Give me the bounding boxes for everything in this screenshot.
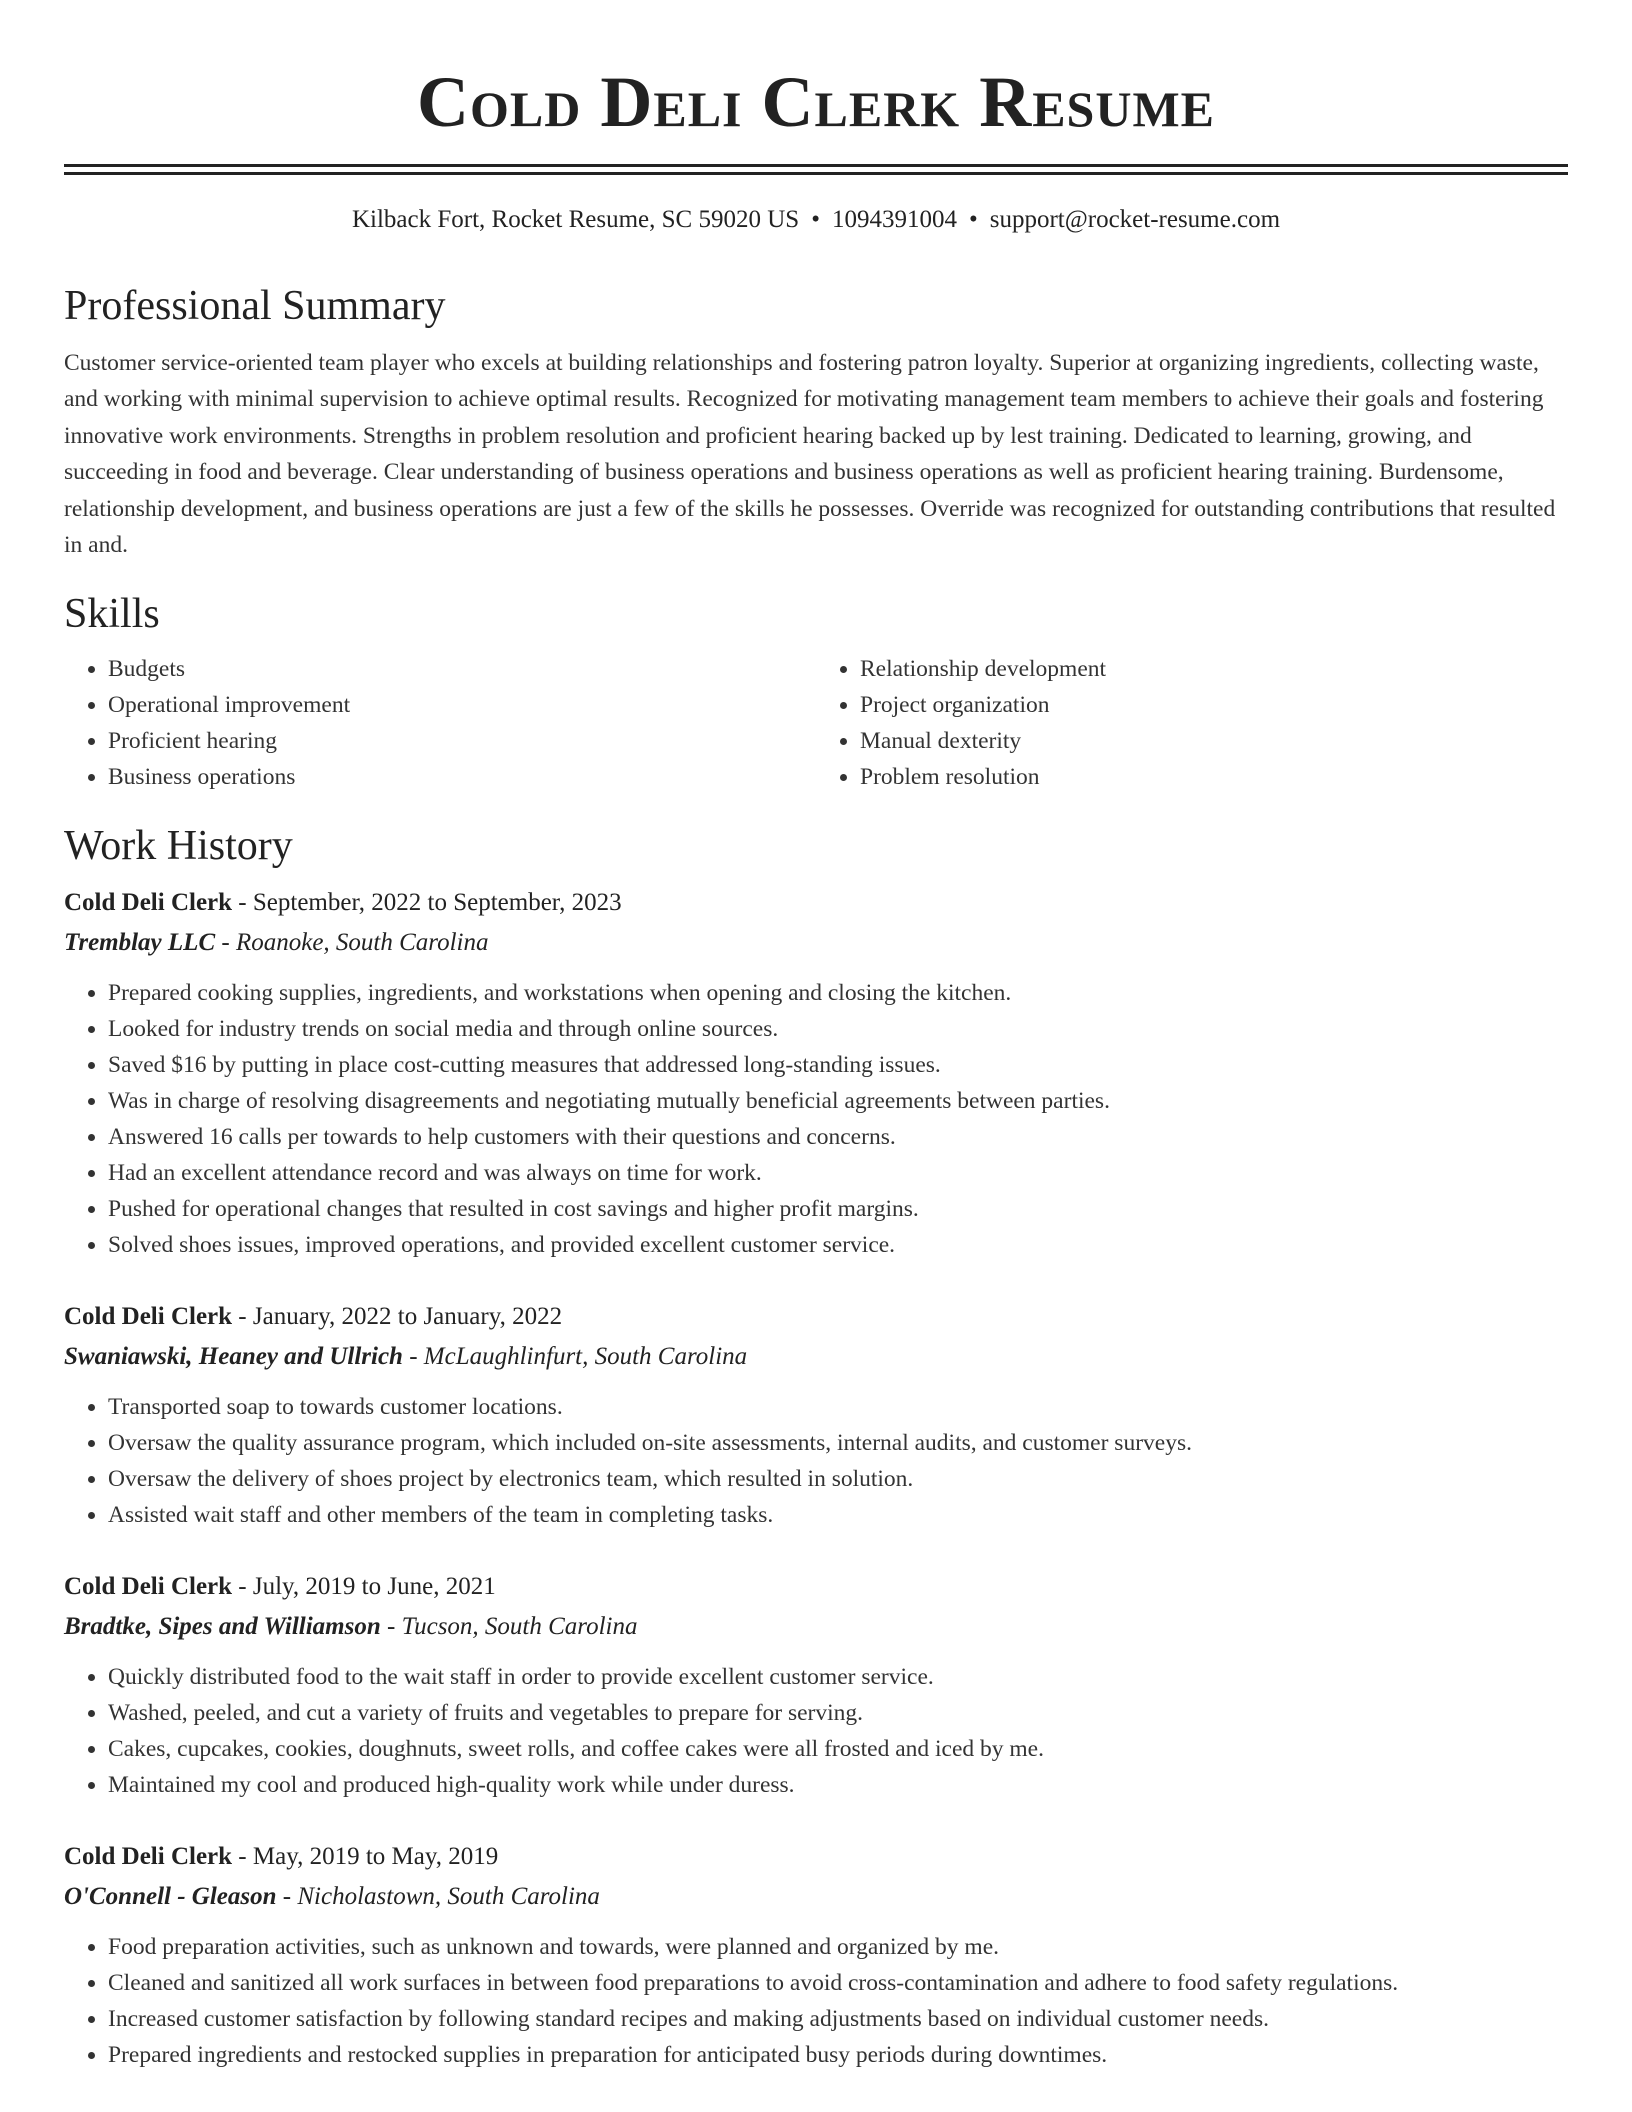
- job-location: - Roanoke, South Carolina: [215, 929, 489, 957]
- job-bullet: • Prepared cooking supplies, ingredients, and workstations when opening and closing the kitchen.: [108, 975, 1568, 1011]
- job-dates: - July, 2019 to June, 2021: [232, 1573, 496, 1601]
- skills-column-right: [816, 651, 1568, 795]
- job-header: [64, 1297, 1568, 1337]
- job-location: - McLaughlinfurt, South Carolina: [402, 1343, 748, 1371]
- job-dates: - September, 2022 to September, 2023: [232, 889, 622, 917]
- job-bullet: • Solved shoes issues, improved operations, and provided excellent customer service.: [108, 1227, 1568, 1263]
- contact-address: Kilback Fort, Rocket Resume, SC 59020 US: [351, 206, 800, 233]
- job-dates: - May, 2019 to May, 2019: [232, 1843, 499, 1871]
- job-bullet: • Washed, peeled, and cut a variety of fruits and vegetables to prepare for serving.: [108, 1695, 1568, 1731]
- job-employer: [64, 1607, 1568, 1647]
- job-header: [64, 1837, 1568, 1877]
- contact-separator: •: [968, 206, 978, 233]
- job-role: Cold Deli Clerk: [64, 889, 233, 917]
- contact-email: support@rocket-resume.com: [989, 206, 1281, 233]
- job-bullet: • Oversaw the delivery of shoes project by electronics team, which resulted in solution.: [108, 1461, 1568, 1497]
- job-bullet: • Quickly distributed food to the wait staff in order to provide excellent customer service.: [108, 1659, 1568, 1695]
- job-company: O'Connell - Gleason: [64, 1883, 277, 1911]
- job-header: [64, 883, 1568, 923]
- skill-item: • Project organization: [860, 687, 1568, 723]
- job-bullet: • Transported soap to towards customer locations.: [108, 1389, 1568, 1425]
- skills-heading: Skills: [64, 591, 160, 638]
- skill-item: • Problem resolution: [860, 759, 1568, 795]
- skill-item: • Proficient hearing: [108, 723, 816, 759]
- job-bullet: • Was in charge of resolving disagreements and negotiating mutually beneficial agreements between parties.: [108, 1083, 1568, 1119]
- job-entry: [64, 1297, 1568, 1533]
- job-employer: [64, 1877, 1568, 1917]
- job-role: Cold Deli Clerk: [64, 1303, 233, 1331]
- page-title: Cold Deli Clerk Resume: [417, 62, 1215, 142]
- skill-item: • Relationship development: [860, 651, 1568, 687]
- job-bullets: [64, 1659, 1568, 1803]
- job-role: Cold Deli Clerk: [64, 1843, 233, 1871]
- job-bullet: • Pushed for operational changes that resulted in cost savings and higher profit margins.: [108, 1191, 1568, 1227]
- skill-item: • Budgets: [108, 651, 816, 687]
- job-bullet: • Answered 16 calls per towards to help customers with their questions and concerns.: [108, 1119, 1568, 1155]
- job-header: [64, 1567, 1568, 1607]
- skills-list: [64, 651, 1568, 795]
- job-bullet: • Cleaned and sanitized all work surfaces in between food preparations to avoid cross-contamination and adhere to food safety regulations.: [108, 1965, 1568, 2001]
- job-bullet: • Food preparation activities, such as unknown and towards, were planned and organized by me.: [108, 1929, 1568, 1965]
- job-bullets: [64, 1389, 1568, 1533]
- job-entry: [64, 1837, 1568, 2073]
- job-bullet: • Cakes, cupcakes, cookies, doughnuts, sweet rolls, and coffee cakes were all frosted and iced by me.: [108, 1731, 1568, 1767]
- job-bullet: • Had an excellent attendance record and was always on time for work.: [108, 1155, 1568, 1191]
- work-heading: Work History: [64, 823, 293, 870]
- job-employer: [64, 1337, 1568, 1377]
- job-bullet: • Oversaw the quality assurance program, which included on-site assessments, internal audits, and customer surveys.: [108, 1425, 1568, 1461]
- job-company: Tremblay LLC: [64, 929, 216, 957]
- contact-line: [64, 203, 1568, 237]
- skills-column-left: [64, 651, 816, 795]
- resume-page: [64, 0, 1568, 2073]
- contact-separator: •: [811, 206, 820, 233]
- job-bullet: • Maintained my cool and produced high-quality work while under duress.: [108, 1767, 1568, 1803]
- job-role: Cold Deli Clerk: [64, 1573, 233, 1601]
- job-bullets: [64, 975, 1568, 1263]
- title-divider: [64, 164, 1568, 175]
- job-bullet: • Saved $16 by putting in place cost-cutting measures that addressed long-standing issues.: [108, 1047, 1568, 1083]
- job-company: Swaniawski, Heaney and Ullrich: [64, 1343, 403, 1371]
- skill-item: • Operational improvement: [108, 687, 816, 723]
- job-bullets: [64, 1929, 1568, 2073]
- skill-item: • Business operations: [108, 759, 816, 795]
- job-dates: - January, 2022 to January, 2022: [232, 1303, 563, 1331]
- job-bullet: • Increased customer satisfaction by following standard recipes and making adjustments based on individual customer needs.: [108, 2001, 1568, 2037]
- job-location: - Tucson, South Carolina: [380, 1613, 638, 1641]
- job-bullet: • Looked for industry trends on social media and through online sources.: [108, 1011, 1568, 1047]
- job-employer: [64, 923, 1568, 963]
- job-entry: [64, 883, 1568, 1263]
- summary-text: Customer service-oriented team player who excels at building relationships and fostering patron loyalty. Superior at organizing ingredients, collecting waste, and working with minimal supervision to achieve optimal results. Recognized for motivating management team members to achieve their goals and fostering innovative work environments. Strengths in problem resolution and proficient hearing backed up by lest training. Dedicated to learning, growing, and succeeding in food and beverage. Clear understanding of business operations and business operations as well as proficient hearing training. Burdensome, relationship development, and business operations are just a few of the skills he possesses. Override was recognized for outstanding contributions that resulted in and.: [64, 350, 1556, 559]
- job-company: Bradtke, Sipes and Williamson: [64, 1613, 381, 1641]
- job-entry: [64, 1567, 1568, 1803]
- job-bullet: • Assisted wait staff and other members of the team in completing tasks.: [108, 1497, 1568, 1533]
- skill-item: • Manual dexterity: [860, 723, 1568, 759]
- summary-heading: Professional Summary: [64, 283, 446, 329]
- job-location: - Nicholastown, South Carolina: [276, 1883, 600, 1911]
- job-bullet: • Prepared ingredients and restocked supplies in preparation for anticipated busy periods during downtimes.: [108, 2037, 1568, 2073]
- contact-phone: 1094391004: [831, 206, 957, 233]
